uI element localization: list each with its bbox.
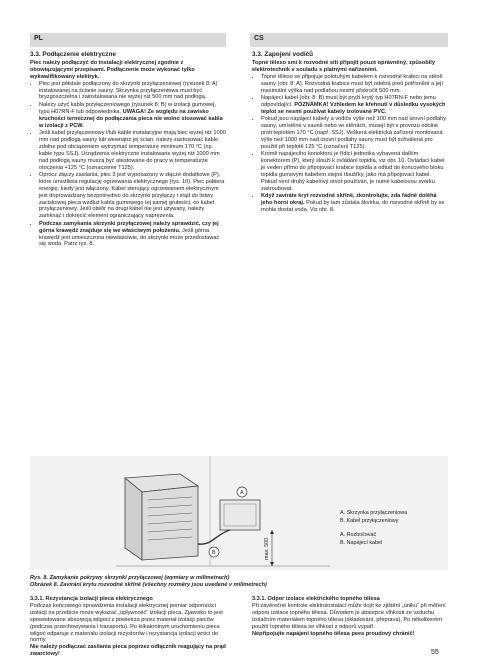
pl-sub-warning: Nie należy podłączać zasilania pieca poprzez odłącznik reagujący na prąd zwarciowy!	[30, 644, 226, 658]
language-bar-cs	[250, 33, 448, 47]
language-label-cs: CS	[254, 35, 264, 42]
pl-sub-heading: 3.3.1. Rezystancja izolacji pieca elektrycznego	[30, 596, 153, 602]
cs-sub-warning: Nepřipojujte napájení topného tělesa pees proudový chránič!	[252, 630, 415, 637]
figure-8	[30, 456, 448, 570]
cs-intro: Topné těleso smí k rozvodné síti připojit pouze oprávněný, způsobilý elektrotechnik v souladu s platnými nařízeními.	[252, 59, 435, 73]
legend-pl-a: A. Skrzynka przyłączeniowa	[340, 510, 408, 516]
language-bar-pl	[30, 33, 226, 47]
pl-column	[30, 52, 226, 249]
language-label-pl: PL	[34, 35, 43, 42]
pl-bullet-list	[30, 81, 226, 249]
pl-insulation-section	[30, 596, 226, 658]
legend-cs-b: B. Napájecí kabel	[340, 540, 383, 546]
pl-sub-text: Podczas końcowego sprawdzenia instalacji elektrycznej pomiar odporności izolacji na przebicie może wykazać „upływność” izolacji pieca. Zjawisko to jest spowodowane absorpcją wilgoci z powietrza przez materiał izolacji pieców (podczas przechowywania i transportu). Po kilkakrotnym uruchomieniu pieca wilgoć odparuje z materiału izolacji rezystorów i rezystancja izolacji wróci do normy.	[30, 602, 223, 644]
dimension-label: max. 500	[264, 537, 270, 560]
list-item: • Napájecí kabel (obr. 8: B) musí být pryží krytý typ H07RN-F nebo jemu odpovídající. POZNÁMKA! Vzhledem ke křehnutí v důsledku vysokých teplot se nesmí používat kabely izolované PVC.	[261, 95, 448, 116]
page-number: 55	[431, 649, 439, 656]
list-item: • Należy użyć kabla przyłączeniowego (rysunek 8: B) w izolacji gumowej, typu H07RN-F lub odpowiednika. UWAGA! Ze względu na zawisko kruchości termicznej do podłączania pieca nie wolno stosować kabla w izolacji z PCW.	[39, 102, 226, 130]
pl-heading: 3.3. Podłączenie elektryczne	[30, 51, 116, 58]
callout-b-label: B	[212, 550, 216, 556]
cs-sub-heading: 3.3.1. Odpor izolace elektrického topného tělesa	[252, 596, 380, 602]
list-item: • Jeśli kabel przyłączeniowy i/lub kable instalacyjne mają biec wyżej niż 1000 mm nad podłogą sauny lub wewnątrz jej ścian, należy zastosować kable zdolne pod obciążeniem wytrzymać temperaturę minimum 170 °C (np. kable typu SSJ). Urządzenia elektryczne instalowane wyżej niż 1000 mm nad podłogą sauny muszą być atestowane do pracy w temperaturze otoczenia +125 °C (oznaczenie T125).	[39, 130, 226, 171]
legend-pl-b: B. Kabel przyłączeniowy	[340, 518, 399, 524]
junction-box	[220, 500, 260, 530]
cs-sub-text: Při závěrečné kontrole elektroinstalací může dojít ke zjištění „úniku” při měření odporu izolace topného tělesa. Důvodem je absorpce vlhkosti ze vzduchu izolačním materiálem topného tělesa (skladování, přeprava). Po několikerém použití topného tělesa se vlhkost z odporů vypaří.	[252, 602, 446, 630]
caption-pl-key: Rys. 8.	[30, 575, 49, 581]
list-item: • Oprócz złączy zasilania, piec 3 jest wyposażony w złącze dodatkowe (P), które umożliwia regulację ogrzewania elektrycznego (rys. 10). Piec pobiera energię, kiedy jest włączony. Kabel sterujący ogrzewaniem elektrycznym jest doprowadzany bezpośrednio do skrzynki przyłączy i stąd do listwy zaciskowej pieca wzdłuż kabla gumowego tej samej grubości, co kabel przyłączeniowy. Jeśli otwór na drugi kabel nie jest używany, należy zamknąć i dokręcić element ograniczający naprężenia.	[39, 172, 226, 220]
pl-intro: Piec należy podłączyć do instalacji elektrycznej zgodnie z obowiązującymi przepisami. Podłączenie może wykonać tylko wykwalifikowany elektryk.	[30, 59, 195, 80]
caption-cs-key: Obrázek 8.	[30, 582, 59, 588]
list-item: • Pokud jsou napájecí kabely a vodiče výše než 100 mm nad úrovní podlahy sauny, umístěné v sauně nebo ve stěnách, musejí být v provozu odolné proti teplotám 170 °C (např. SSJ). Veškerá elektrická zařízení montovaná výše než 1000 mm nad úrovní podlahy sauny musí být schválená pro použití při teplotě 125 °C (označení T125).	[261, 116, 448, 151]
caption-pl-text: Zamykanie pokrywy skrzynki przyłączowej (wymiary w milimetrach)	[49, 575, 230, 581]
figure-caption	[30, 575, 448, 589]
list-item: • Kromě napájecího konektoru je řídicí jednotka vybavená dalším konektorem (P), který slouží k ovládání topidla, viz obr. 10. Ovládací kabel je veden přímo do připojovací krabice topidla a odtud do koncového bloku topidla gumovým kabelem stejné tloušťky, jako má připojovací kabel. Pokud není druhý kabelový otvor používán, je nutné kabelovou svorku zašroubovat.	[261, 151, 448, 192]
callout-a-label: A	[240, 490, 244, 496]
cs-insulation-section	[252, 596, 448, 637]
cs-heading: 3.3. Zapojení vodičů	[252, 51, 314, 58]
legend-cs-a: A. Rozbočovač	[340, 532, 377, 538]
cs-bullet-list	[252, 74, 448, 214]
cs-column	[252, 52, 448, 214]
list-item: • Piec jest półstale podłączony do skrzynki przyłączeniowej (rysunek 8: A) instalowanej na ścianie sauny. Skrzynka przyłączeniowa musi być bryzgoszczelna i zainstalowana nie wyżej niż 500 mm nad podłogą.	[39, 81, 226, 102]
list-item: • Podczas zamykania skrzynki przyłączowej należy sprawdzić, czy jej górna krawędź znajduje się we właściwym położeniu. Jeśli górna krawędź jest umieszczona niewłaściwie, do skrzynki może przedostawać się woda. Patrz rys. 8.	[39, 221, 226, 249]
list-item: • Topné těleso se připojuje polotuhým kabelem k rozvodné krabici na stěně sauny (obr. 8: A). Rozvodná krabice musí být odolná proti potřísnění a její maximální výška nad podlahou nesmí překročit 500 mm.	[261, 74, 448, 95]
heater-side	[125, 478, 142, 560]
list-item: • Když zavíráte kryt rozvodné skříně, zkontrolujte, zda řádně doléhá jeho horní okraj. Pokud by tam zůstala škvírka, do rozvodné skříně by se mohla dostat voda. Viz obr. 8.	[261, 193, 448, 214]
caption-cs-text: Zavírání krytu rozvodné skříně (všechny rozměry jsou uvedené v milimetrech)	[59, 582, 267, 588]
heater-connection-illustration	[30, 456, 448, 570]
